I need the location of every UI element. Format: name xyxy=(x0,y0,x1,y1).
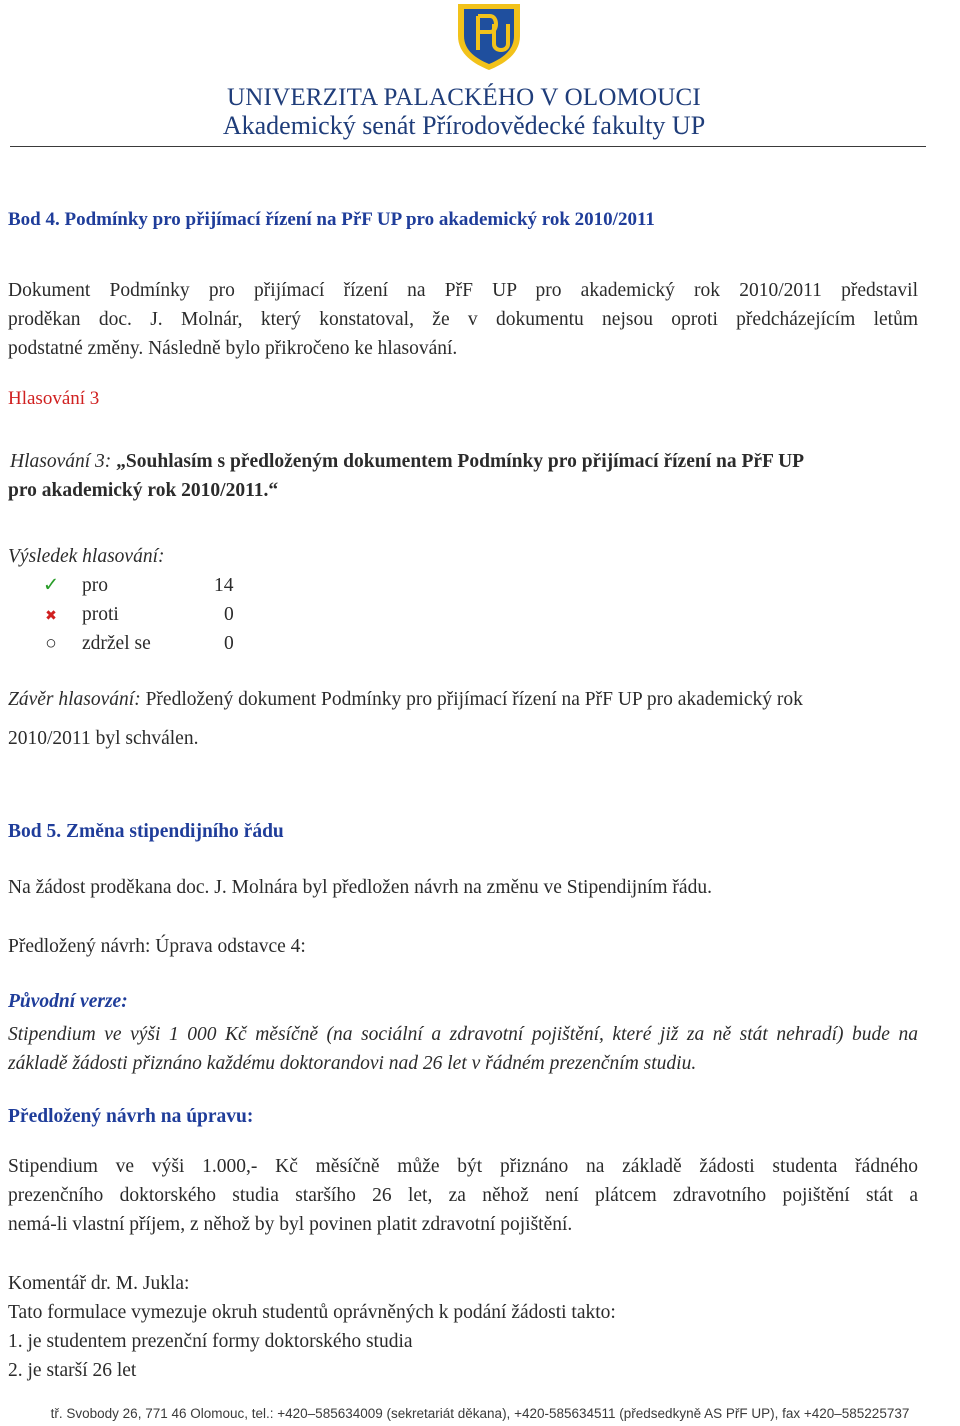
header-divider xyxy=(10,146,926,147)
vote-statement xyxy=(10,447,920,476)
result-label-pro: pro xyxy=(82,575,108,596)
page-footer: tř. Svobody 26, 771 46 Olomouc, tel.: +420–585634009 (sekretariát děkana), +420-585634511 (předsedkyně AS PřF UP), fax +420–585225737 xyxy=(50,1406,910,1421)
result-row-pro xyxy=(40,571,300,600)
result-label-zdrzel: zdržel se xyxy=(82,633,151,654)
university-name: UNIVERZITA PALACKÉHO V OLOMOUCI xyxy=(227,84,701,111)
bod4-title: Bod 4. Podmínky pro přijímací řízení na PřF UP pro akademický rok 2010/2011 xyxy=(8,209,655,230)
bod4-para-line-1: Dokument Podmínky pro přijímací řízení na PřF UP pro akademický rok 2010/2011 představil xyxy=(8,280,918,301)
comment-label: Komentář dr. M. Jukla: xyxy=(8,1273,190,1294)
result-label: Výsledek hlasování: xyxy=(8,546,165,567)
comment-line-1: Tato formulace vymezuje okruh studentů oprávněných k podání žádosti takto: xyxy=(8,1302,616,1323)
conclusion-label: Závěr hlasování: xyxy=(8,689,146,710)
senate-name: Akademický senát Přírodovědecké fakulty UP xyxy=(222,111,706,140)
result-row-zdrzel xyxy=(40,629,300,658)
vote-text-line-1: „Souhlasím s předloženým dokumentem Podmínky pro přijímací řízení na PřF UP xyxy=(116,451,805,472)
cross-icon: ✖ xyxy=(45,609,57,624)
original-line-2: základě žádosti přiznáno každému doktorandovi nad 26 let v řádném prezenčním studiu. xyxy=(8,1053,697,1074)
university-crest-logo xyxy=(452,2,526,72)
comment-line-2: 1. je studentem prezenční formy doktorského studia xyxy=(8,1331,413,1352)
proposed-line-3: nemá-li vlastní příjem, z něhož by byl povinen platit zdravotní pojištění. xyxy=(8,1214,573,1235)
conclusion-line-1 xyxy=(8,685,923,714)
proposed-line-1: Stipendium ve výši 1.000,- Kč měsíčně může být přiznáno na základě žádosti studenta řádného xyxy=(8,1156,918,1177)
original-version-label: Původní verze: xyxy=(8,991,128,1012)
vote-heading: Hlasování 3 xyxy=(8,388,100,409)
result-row-proti xyxy=(40,600,300,631)
bod5-proposal: Předložený návrh: Úprava odstavce 4: xyxy=(8,936,306,957)
comment-line-3: 2. je starší 26 let xyxy=(8,1360,137,1381)
vote-label: Hlasování 3: xyxy=(10,451,117,472)
conclusion-text: Předložený dokument Podmínky pro přijímací řízení na PřF UP pro akademický rok xyxy=(145,689,803,710)
vote-text-line-2: pro akademický rok 2010/2011.“ xyxy=(8,480,279,501)
bod4-para-line-2: proděkan doc. J. Molnár, který konstatoval, že v dokumentu nejsou oproti předcházejícím letům xyxy=(8,309,918,330)
bod4-para-line-3: podstatné změny. Následně bylo přikročeno ke hlasování. xyxy=(8,338,458,359)
proposed-line-2: prezenčního doktorského studia staršího 26 let, za něhož není plátcem zdravotního pojištění stát a xyxy=(8,1185,918,1206)
bod5-title: Bod 5. Změna stipendijního řádu xyxy=(8,821,284,842)
result-count-pro: 14 xyxy=(214,575,234,596)
proposed-label: Předložený návrh na úpravu: xyxy=(8,1106,254,1127)
check-icon: ✓ xyxy=(42,575,60,596)
result-count-zdrzel: 0 xyxy=(224,633,234,654)
conclusion-line-2: 2010/2011 byl schválen. xyxy=(8,728,199,749)
circle-icon: ○ xyxy=(45,633,57,654)
result-label-proti: proti xyxy=(82,604,119,625)
result-count-proti: 0 xyxy=(224,604,234,625)
original-line-1: Stipendium ve výši 1 000 Kč měsíčně (na sociální a zdravotní pojištění, které již za ně stát nehradí) bude na xyxy=(8,1024,918,1045)
bod5-intro: Na žádost proděkana doc. J. Molnára byl předložen návrh na změnu ve Stipendijním řádu. xyxy=(8,877,712,898)
